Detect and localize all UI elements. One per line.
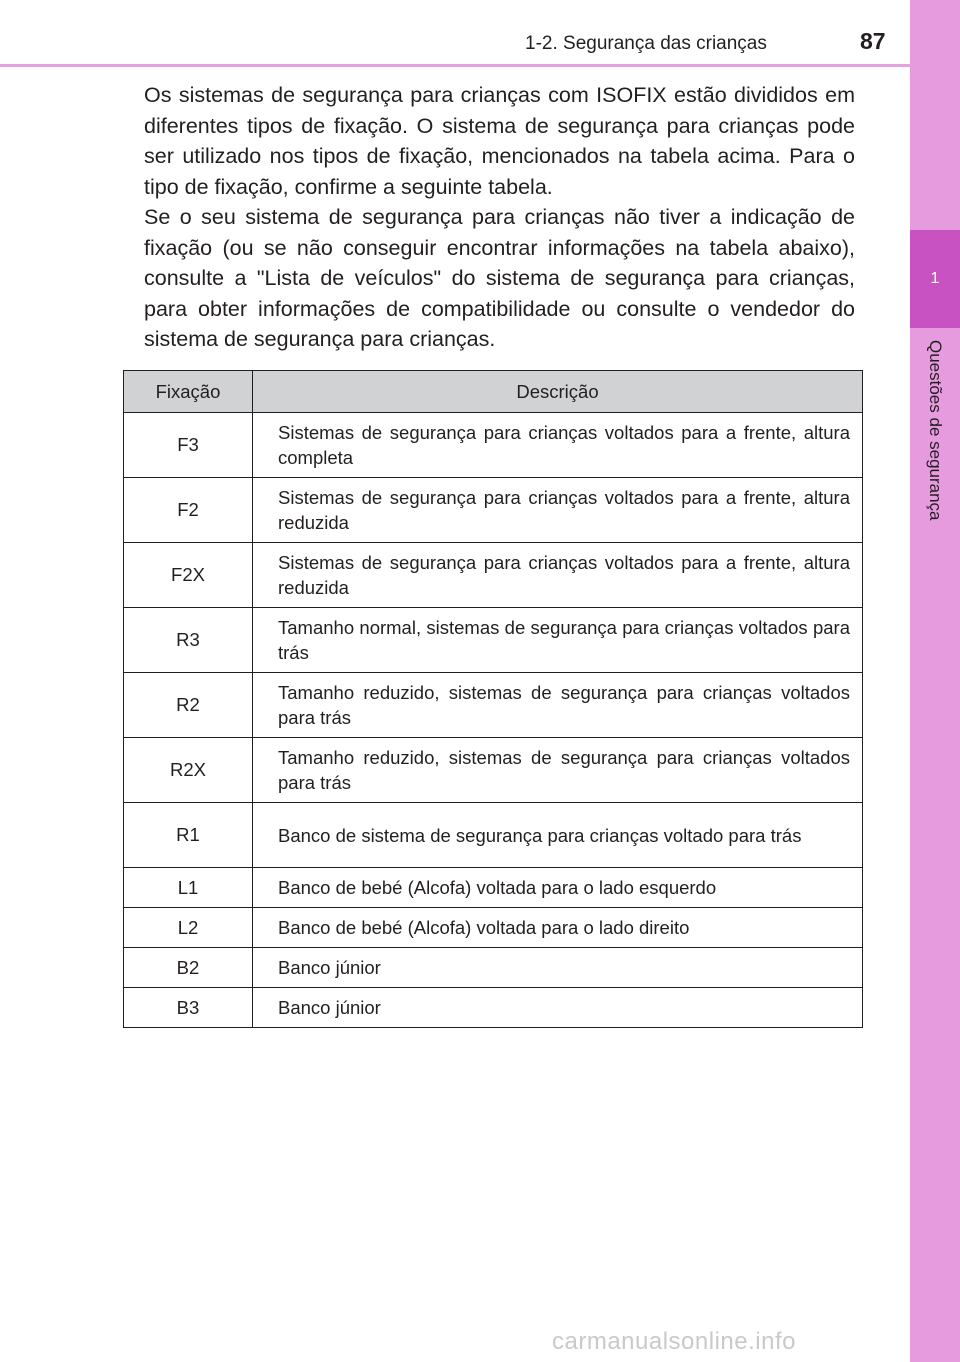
table-row (124, 908, 863, 948)
fixation-description: Tamanho reduzido, sistemas de segurança para crianças voltados para trás (253, 673, 863, 738)
fixation-description: Sistemas de segurança para crianças voltados para a frente, altura completa (253, 413, 863, 478)
fixation-description: Banco júnior (253, 988, 863, 1028)
section-title: 1-2. Segurança das crianças (525, 33, 767, 54)
fixation-description: Banco de bebé (Alcofa) voltada para o lado esquerdo (253, 868, 863, 908)
page-number: 87 (860, 28, 886, 54)
fixation-description: Banco júnior (253, 948, 863, 988)
fixation-code: R2 (124, 673, 253, 738)
fixation-description: Banco de bebé (Alcofa) voltada para o lado direito (253, 908, 863, 948)
fixation-code: R2X (124, 738, 253, 803)
table-row (124, 413, 863, 478)
fixation-description: Tamanho reduzido, sistemas de segurança para crianças voltados para trás (253, 738, 863, 803)
table-row (124, 803, 863, 868)
fixation-code: B2 (124, 948, 253, 988)
header-divider (0, 64, 910, 67)
intro-paragraph-2: Se o seu sistema de segurança para crianças não tiver a indicação de fixação (ou se não conseguir encontrar informações na tabela abaixo), consulte a "Lista de veículos" do sistema de segurança para crianças, para obter informações de compatibilidade ou consulte o vendedor do sistema de segurança para crianças. (144, 205, 855, 351)
fixation-code: R1 (124, 803, 253, 868)
fixation-code: R3 (124, 608, 253, 673)
header-fixation: Fixação (124, 371, 253, 413)
fixation-code: L2 (124, 908, 253, 948)
table-row (124, 673, 863, 738)
table-row (124, 608, 863, 673)
intro-paragraph-1: Os sistemas de segurança para crianças com ISOFIX estão divididos em diferentes tipos de fixação. O sistema de segurança para crianças pode ser utilizado nos tipos de fixação, mencionados na tabela acima. Para o tipo de fixação, confirme a seguinte tabela. (144, 83, 855, 199)
table-row (124, 478, 863, 543)
fixation-code: F2 (124, 478, 253, 543)
fixation-description: Banco de sistema de segurança para crianças voltado para trás (253, 803, 863, 868)
fixation-code: B3 (124, 988, 253, 1028)
watermark: carmanualsonline.info (552, 1328, 796, 1355)
intro-text (144, 80, 855, 355)
chapter-title: Questões de segurança (926, 340, 945, 521)
table-row (124, 738, 863, 803)
fixation-description: Sistemas de segurança para crianças voltados para a frente, altura reduzida (253, 478, 863, 543)
fixation-description: Tamanho normal, sistemas de segurança para crianças voltados para trás (253, 608, 863, 673)
chapter-side-tab (910, 0, 960, 1362)
table-row (124, 868, 863, 908)
chapter-number: 1 (930, 270, 940, 287)
table-row (124, 543, 863, 608)
fixation-code: L1 (124, 868, 253, 908)
table-header-row (124, 371, 863, 413)
fixation-table (123, 370, 863, 1028)
header-description: Descrição (253, 371, 863, 413)
fixation-description: Sistemas de segurança para crianças voltados para a frente, altura reduzida (253, 543, 863, 608)
table-row (124, 988, 863, 1028)
fixation-code: F2X (124, 543, 253, 608)
fixation-code: F3 (124, 413, 253, 478)
table-row (124, 948, 863, 988)
